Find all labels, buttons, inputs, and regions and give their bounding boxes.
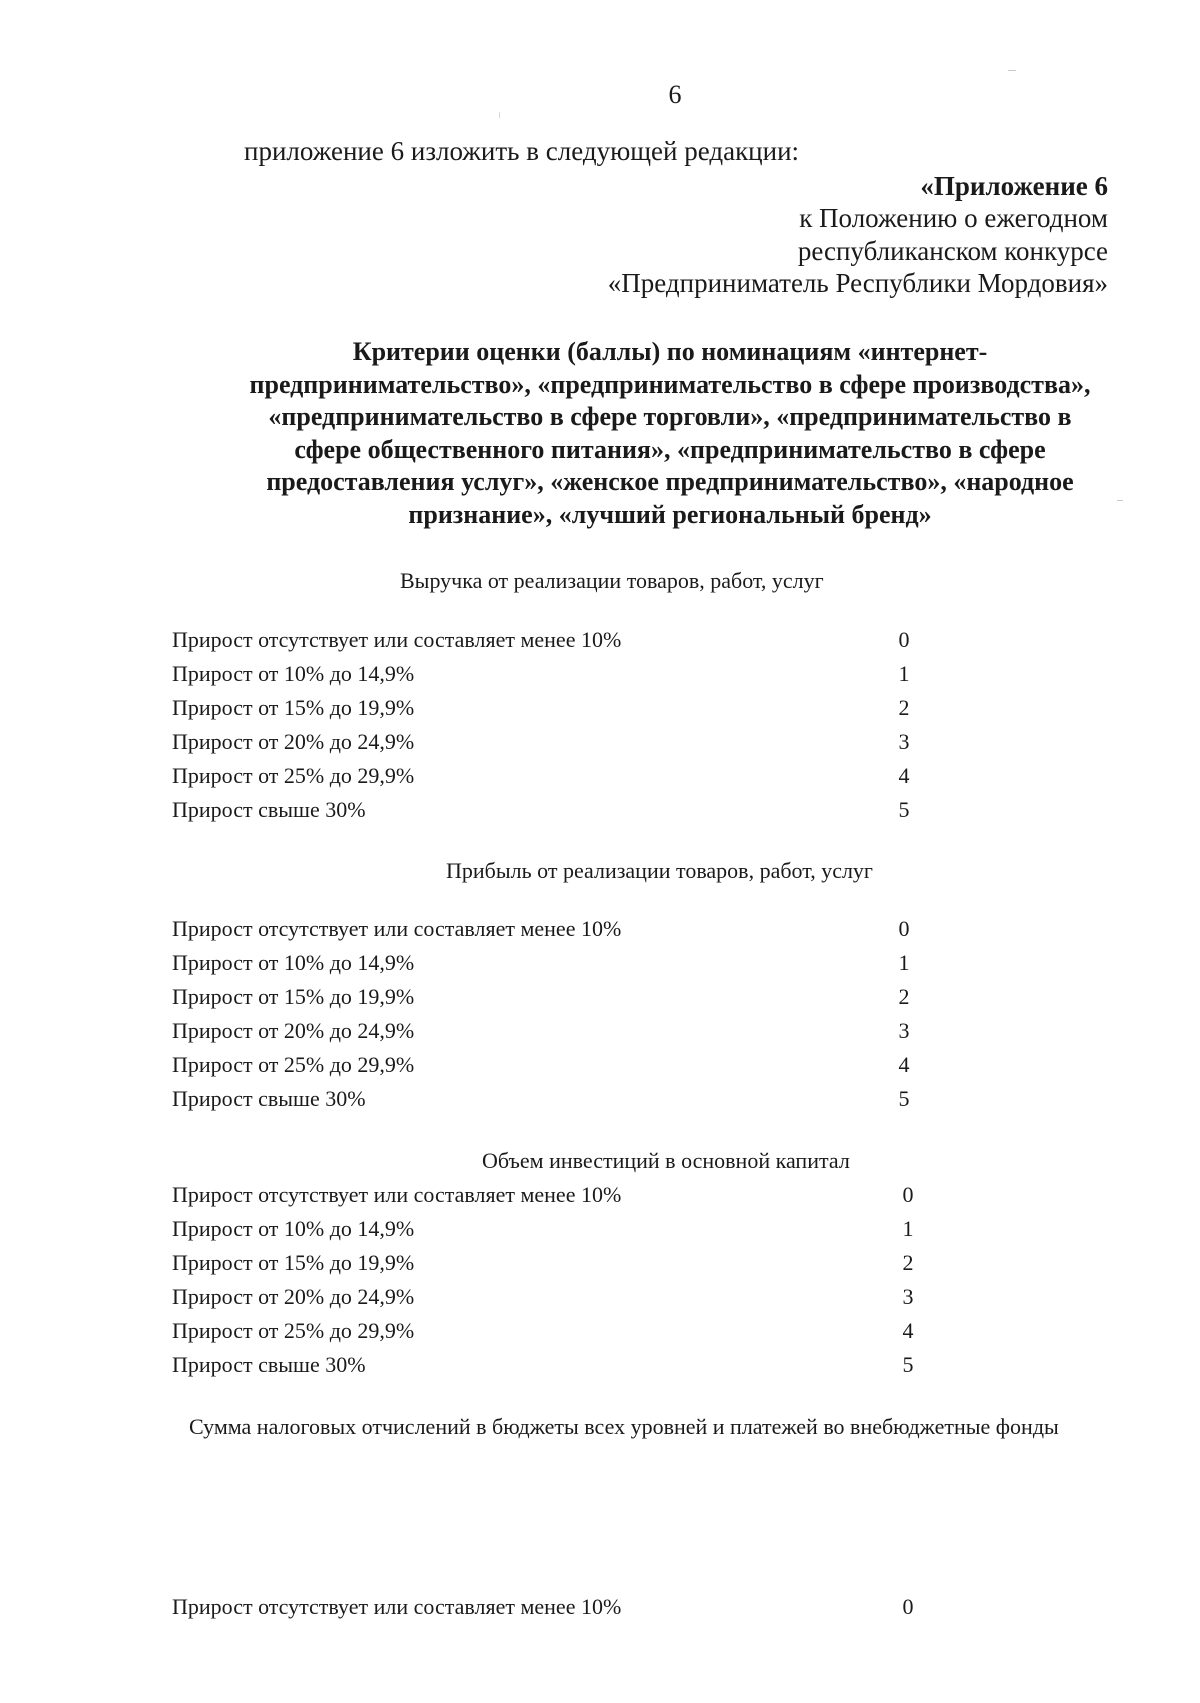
criterion-score: 1 <box>902 1216 914 1241</box>
section-heading: Объем инвестиций в основной капитал <box>482 1148 850 1173</box>
criterion-label: Прирост от 20% до 24,9% <box>172 1284 415 1309</box>
scan-speck <box>1008 70 1016 71</box>
criterion-score: 1 <box>898 661 910 686</box>
criterion-score: 4 <box>898 1052 910 1077</box>
intro-text: приложение 6 изложить в следующей редакции: <box>244 136 800 166</box>
appendix-line: «Предприниматель Республики Мордовия» <box>607 268 1108 298</box>
appendix-line: к Положению о ежегодном <box>799 203 1108 233</box>
title-line: Критерии оценки (баллы) по номинациям «интернет- <box>352 337 988 366</box>
criterion-label: Прирост свыше 30% <box>172 1352 366 1377</box>
criterion-label: Прирост от 15% до 19,9% <box>172 1250 415 1275</box>
criterion-label: Прирост отсутствует или составляет менее 10% <box>172 916 622 941</box>
section-heading: Сумма налоговых отчислений в бюджеты всех уровней и платежей во внебюджетные фонды <box>189 1414 1059 1439</box>
document-title <box>120 336 1200 531</box>
page-number: 6 <box>668 80 682 109</box>
criterion-score: 3 <box>898 729 910 754</box>
criterion-score: 4 <box>902 1318 914 1343</box>
criterion-label: Прирост от 10% до 14,9% <box>172 950 415 975</box>
section-heading: Выручка от реализации товаров, работ, услуг <box>400 568 824 593</box>
criterion-label: Прирост от 25% до 29,9% <box>172 1052 415 1077</box>
criterion-label: Прирост от 15% до 19,9% <box>172 695 415 720</box>
criterion-label: Прирост отсутствует или составляет менее 10% <box>172 1182 622 1207</box>
criterion-label: Прирост свыше 30% <box>172 1086 366 1111</box>
title-line: признание», «лучший региональный бренд» <box>408 499 932 529</box>
criterion-score: 0 <box>902 1182 914 1207</box>
criterion-score: 5 <box>902 1352 914 1377</box>
criterion-label: Прирост от 15% до 19,9% <box>172 984 415 1009</box>
criterion-score: 5 <box>898 797 910 822</box>
appendix-line: республиканском конкурсе <box>797 236 1108 266</box>
title-line: сфере общественного питания», «предпринимательство в сфере <box>294 434 1046 464</box>
criterion-score: 2 <box>902 1250 914 1275</box>
criterion-score: 1 <box>898 950 910 975</box>
criterion-label: Прирост от 10% до 14,9% <box>172 661 415 686</box>
criterion-label: Прирост от 20% до 24,9% <box>172 1018 415 1043</box>
criterion-score: 2 <box>898 984 910 1009</box>
criterion-score: 2 <box>898 695 910 720</box>
criterion-label: Прирост от 10% до 14,9% <box>172 1216 415 1241</box>
criterion-score: 3 <box>898 1018 910 1043</box>
criterion-score: 0 <box>898 916 910 941</box>
title-line: предоставления услуг», «женское предпринимательство», «народное <box>266 467 1074 496</box>
criterion-label: Прирост отсутствует или составляет менее 10% <box>172 1594 622 1619</box>
criterion-score: 0 <box>902 1594 914 1619</box>
criterion-score: 5 <box>898 1086 910 1111</box>
criterion-label: Прирост свыше 30% <box>172 797 366 822</box>
criterion-label: Прирост отсутствует или составляет менее 10% <box>172 627 622 652</box>
criterion-label: Прирост от 20% до 24,9% <box>172 729 415 754</box>
title-line: предпринимательство», «предпринимательство в сфере производства», <box>249 369 1091 399</box>
scan-speck <box>499 112 500 118</box>
criterion-score: 3 <box>902 1284 914 1309</box>
title-line: «предпринимательство в сфере торговли», «предпринимательство в <box>268 402 1072 431</box>
criterion-label: Прирост от 25% до 29,9% <box>172 1318 415 1343</box>
appendix-title: «Приложение 6 <box>920 171 1108 201</box>
criterion-score: 4 <box>898 763 910 788</box>
criterion-label: Прирост от 25% до 29,9% <box>172 763 415 788</box>
criterion-score: 0 <box>898 627 910 652</box>
section-heading: Прибыль от реализации товаров, работ, услуг <box>446 858 873 883</box>
